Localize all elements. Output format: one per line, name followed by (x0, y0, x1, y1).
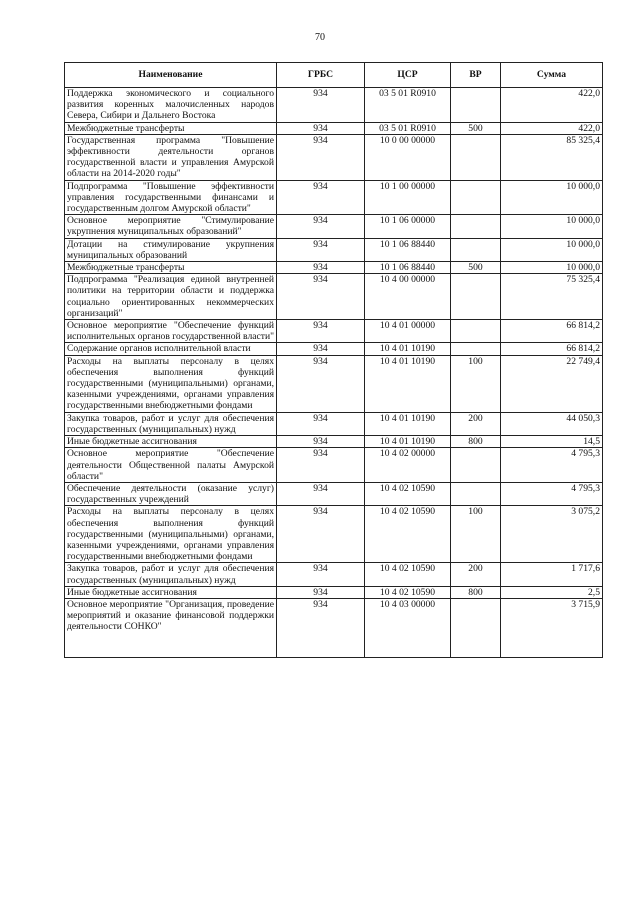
row-csr: 10 4 01 00000 (365, 320, 451, 343)
row-name: Закупка товаров, работ и услуг для обеспечения государственных (муниципальных) нужд (65, 563, 277, 586)
row-csr: 10 0 00 00000 (365, 134, 451, 180)
row-csr: 10 4 01 10190 (365, 436, 451, 448)
row-sum: 422,0 (501, 122, 603, 134)
row-vr (451, 180, 501, 215)
row-name: Основное мероприятие "Обеспечение функций исполнительных органов государственной власти" (65, 320, 277, 343)
row-grbs: 934 (277, 343, 365, 355)
row-vr (451, 320, 501, 343)
row-name: Государственная программа "Повышение эффективности деятельности органов государственной власти и управления Амурской области на 2014-2020 годы" (65, 134, 277, 180)
row-sum: 3 715,9 (501, 598, 603, 657)
budget-table (64, 62, 603, 658)
row-vr: 800 (451, 436, 501, 448)
table-row (65, 180, 603, 215)
row-grbs: 934 (277, 448, 365, 483)
row-name: Основное мероприятие "Организация, проведение мероприятий и оказание финансовой поддержки деятельности СОНКО" (65, 598, 277, 657)
header-csr: ЦСР (365, 63, 451, 88)
row-csr: 10 1 00 00000 (365, 180, 451, 215)
row-grbs: 934 (277, 262, 365, 274)
row-sum: 4 795,3 (501, 482, 603, 505)
row-grbs: 934 (277, 134, 365, 180)
table-row (65, 563, 603, 586)
row-sum: 1 717,6 (501, 563, 603, 586)
row-name: Подпрограмма "Реализация единой внутренней политики на территории области и поддержка социально ориентированных некоммерческих организаций" (65, 274, 277, 320)
row-vr (451, 134, 501, 180)
row-vr (451, 238, 501, 261)
row-vr (451, 448, 501, 483)
row-sum: 10 000,0 (501, 215, 603, 238)
row-vr (451, 88, 501, 123)
row-sum: 3 075,2 (501, 506, 603, 563)
header-sum: Сумма (501, 63, 603, 88)
row-name: Дотации на стимулирование укрупнения муниципальных образований (65, 238, 277, 261)
row-csr: 10 4 02 10590 (365, 563, 451, 586)
row-name: Обеспечение деятельности (оказание услуг) государственных учреждений (65, 482, 277, 505)
row-sum: 10 000,0 (501, 180, 603, 215)
row-csr: 10 4 01 10190 (365, 355, 451, 412)
row-sum: 66 814,2 (501, 343, 603, 355)
row-name: Основное мероприятие "Стимулирование укрупнения муниципальных образований" (65, 215, 277, 238)
header-vr: ВР (451, 63, 501, 88)
row-vr: 200 (451, 412, 501, 435)
row-name: Расходы на выплаты персоналу в целях обеспечения выполнения функций государственными (муниципальными) органами, казенными учреждениями, органами управления государственными внебюджетными фондами (65, 506, 277, 563)
row-sum: 75 325,4 (501, 274, 603, 320)
row-name: Иные бюджетные ассигнования (65, 436, 277, 448)
table-row (65, 448, 603, 483)
row-vr (451, 482, 501, 505)
table-row (65, 274, 603, 320)
row-grbs: 934 (277, 215, 365, 238)
table-row (65, 355, 603, 412)
header-row (65, 63, 603, 88)
row-grbs: 934 (277, 274, 365, 320)
row-csr: 03 5 01 R0910 (365, 122, 451, 134)
row-vr (451, 274, 501, 320)
header-name: Наименование (65, 63, 277, 88)
row-csr: 10 4 00 00000 (365, 274, 451, 320)
table-row (65, 88, 603, 123)
row-grbs: 934 (277, 506, 365, 563)
row-grbs: 934 (277, 238, 365, 261)
row-sum: 4 795,3 (501, 448, 603, 483)
row-grbs: 934 (277, 598, 365, 657)
table-row (65, 436, 603, 448)
table-row (65, 262, 603, 274)
table-row (65, 482, 603, 505)
row-csr: 10 1 06 88440 (365, 262, 451, 274)
row-name: Поддержка экономического и социального развития коренных малочисленных народов Севера, Сибири и Дальнего Востока (65, 88, 277, 123)
row-sum: 85 325,4 (501, 134, 603, 180)
row-name: Иные бюджетные ассигнования (65, 586, 277, 598)
row-name: Межбюджетные трансферты (65, 262, 277, 274)
table-row (65, 412, 603, 435)
row-grbs: 934 (277, 412, 365, 435)
table-row (65, 343, 603, 355)
row-grbs: 934 (277, 563, 365, 586)
row-csr: 10 4 01 10190 (365, 412, 451, 435)
row-grbs: 934 (277, 586, 365, 598)
row-csr: 03 5 01 R0910 (365, 88, 451, 123)
table-row (65, 215, 603, 238)
row-csr: 10 1 06 00000 (365, 215, 451, 238)
row-csr: 10 4 02 10590 (365, 586, 451, 598)
row-sum: 2,5 (501, 586, 603, 598)
row-vr: 200 (451, 563, 501, 586)
row-grbs: 934 (277, 320, 365, 343)
table-row (65, 506, 603, 563)
row-sum: 10 000,0 (501, 262, 603, 274)
row-grbs: 934 (277, 482, 365, 505)
row-name: Расходы на выплаты персоналу в целях обеспечения выполнения функций государственными (муниципальными) органами, казенными учреждениями, органами управления государственными внебюджетными фондами (65, 355, 277, 412)
table-row (65, 598, 603, 657)
row-csr: 10 4 01 10190 (365, 343, 451, 355)
row-grbs: 934 (277, 355, 365, 412)
row-name: Межбюджетные трансферты (65, 122, 277, 134)
row-vr (451, 343, 501, 355)
row-csr: 10 1 06 88440 (365, 238, 451, 261)
row-sum: 10 000,0 (501, 238, 603, 261)
row-vr (451, 215, 501, 238)
row-sum: 22 749,4 (501, 355, 603, 412)
row-vr (451, 598, 501, 657)
table-row (65, 320, 603, 343)
row-vr: 800 (451, 586, 501, 598)
row-grbs: 934 (277, 180, 365, 215)
row-csr: 10 4 02 10590 (365, 482, 451, 505)
table-row (65, 586, 603, 598)
page-number: 70 (315, 32, 325, 43)
table-row (65, 134, 603, 180)
row-name: Основное мероприятие "Обеспечение деятельности Общественной палаты Амурской области" (65, 448, 277, 483)
row-sum: 44 050,3 (501, 412, 603, 435)
row-csr: 10 4 02 10590 (365, 506, 451, 563)
row-vr: 500 (451, 262, 501, 274)
header-grbs: ГРБС (277, 63, 365, 88)
table-row (65, 122, 603, 134)
row-name: Закупка товаров, работ и услуг для обеспечения государственных (муниципальных) нужд (65, 412, 277, 435)
row-grbs: 934 (277, 122, 365, 134)
row-vr: 100 (451, 506, 501, 563)
row-sum: 66 814,2 (501, 320, 603, 343)
row-csr: 10 4 03 00000 (365, 598, 451, 657)
row-csr: 10 4 02 00000 (365, 448, 451, 483)
table-row (65, 238, 603, 261)
row-grbs: 934 (277, 436, 365, 448)
row-vr: 500 (451, 122, 501, 134)
row-name: Подпрограмма "Повышение эффективности управления государственными финансами и государственным долгом Амурской области" (65, 180, 277, 215)
row-vr: 100 (451, 355, 501, 412)
row-sum: 14,5 (501, 436, 603, 448)
row-grbs: 934 (277, 88, 365, 123)
row-sum: 422,0 (501, 88, 603, 123)
row-name: Содержание органов исполнительной власти (65, 343, 277, 355)
